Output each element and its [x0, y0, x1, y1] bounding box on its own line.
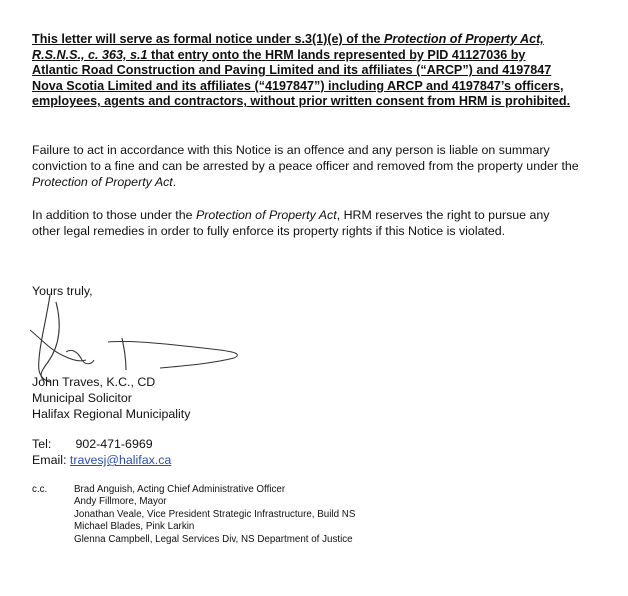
- remedies-paragraph: [32, 207, 580, 239]
- remedies-act-reference: Protection of Property Act: [195, 208, 337, 222]
- signatory-title: Municipal Solicitor: [32, 391, 132, 405]
- cc-recipient: Andy Fillmore, Mayor: [74, 496, 167, 508]
- signature-block: [32, 374, 190, 422]
- cc-label: c.c.: [32, 484, 48, 495]
- phone-number: 902-471-6969: [75, 437, 153, 451]
- formal-notice: [32, 32, 572, 110]
- notice-text: This letter will serve as formal notice under s.3(1)(e) of the: [32, 32, 385, 46]
- contact-info: [32, 436, 171, 468]
- offence-act-reference: Protection of Property Act: [32, 175, 173, 189]
- offence-text: Failure to act in accordance with this Notice is an offence and any person is liable on summary conviction to a fine and can be arrested by a peace officer and removed from the property under the: [32, 143, 579, 173]
- offence-paragraph: [32, 142, 580, 190]
- notice-text-continued: that entry onto the HRM lands represented by PID 41127036 by Atlantic Road Construction and Paving Limited and its affiliates (“ARCP”) and 4197847 Nova Scotia Limited and its affiliates (“4197847”) including ARCP and 4197847’s officers, employees, agents and contractors, without prior written consent from HRM is prohibited.: [32, 47, 571, 109]
- email-line: [32, 452, 171, 468]
- cc-recipient: Brad Anguish, Acting Chief Administrative Officer: [74, 484, 286, 495]
- cc-list: [74, 484, 474, 546]
- phone-label: Tel:: [32, 437, 52, 451]
- signatory-org: Halifax Regional Municipality: [32, 407, 191, 421]
- signatory-name: John Traves, K.C., CD: [32, 375, 156, 389]
- remedies-text-start: In addition to those under the: [32, 208, 196, 222]
- phone-line: [32, 436, 171, 452]
- offence-period: .: [172, 175, 177, 189]
- email-label: Email:: [32, 453, 67, 467]
- cc-recipient: Jonathan Veale, Vice President Strategic Infrastructure, Build NS: [74, 508, 356, 520]
- closing: Yours truly,: [32, 284, 93, 298]
- notice-act-reference: Protection of Property Act, R.S.N.S., c. 363, s.1: [32, 32, 544, 62]
- remedies-text: , HRM reserves the right to pursue any other legal remedies in order to fully enforce its property rights if this Notice is violated.: [32, 208, 550, 238]
- cc-recipient: Glenna Campbell, Legal Services Div, NS Department of Justice: [74, 533, 353, 545]
- cc-recipient: Michael Blades, Pink Larkin: [74, 521, 195, 533]
- email-link[interactable]: travesj@halifax.ca: [69, 453, 172, 467]
